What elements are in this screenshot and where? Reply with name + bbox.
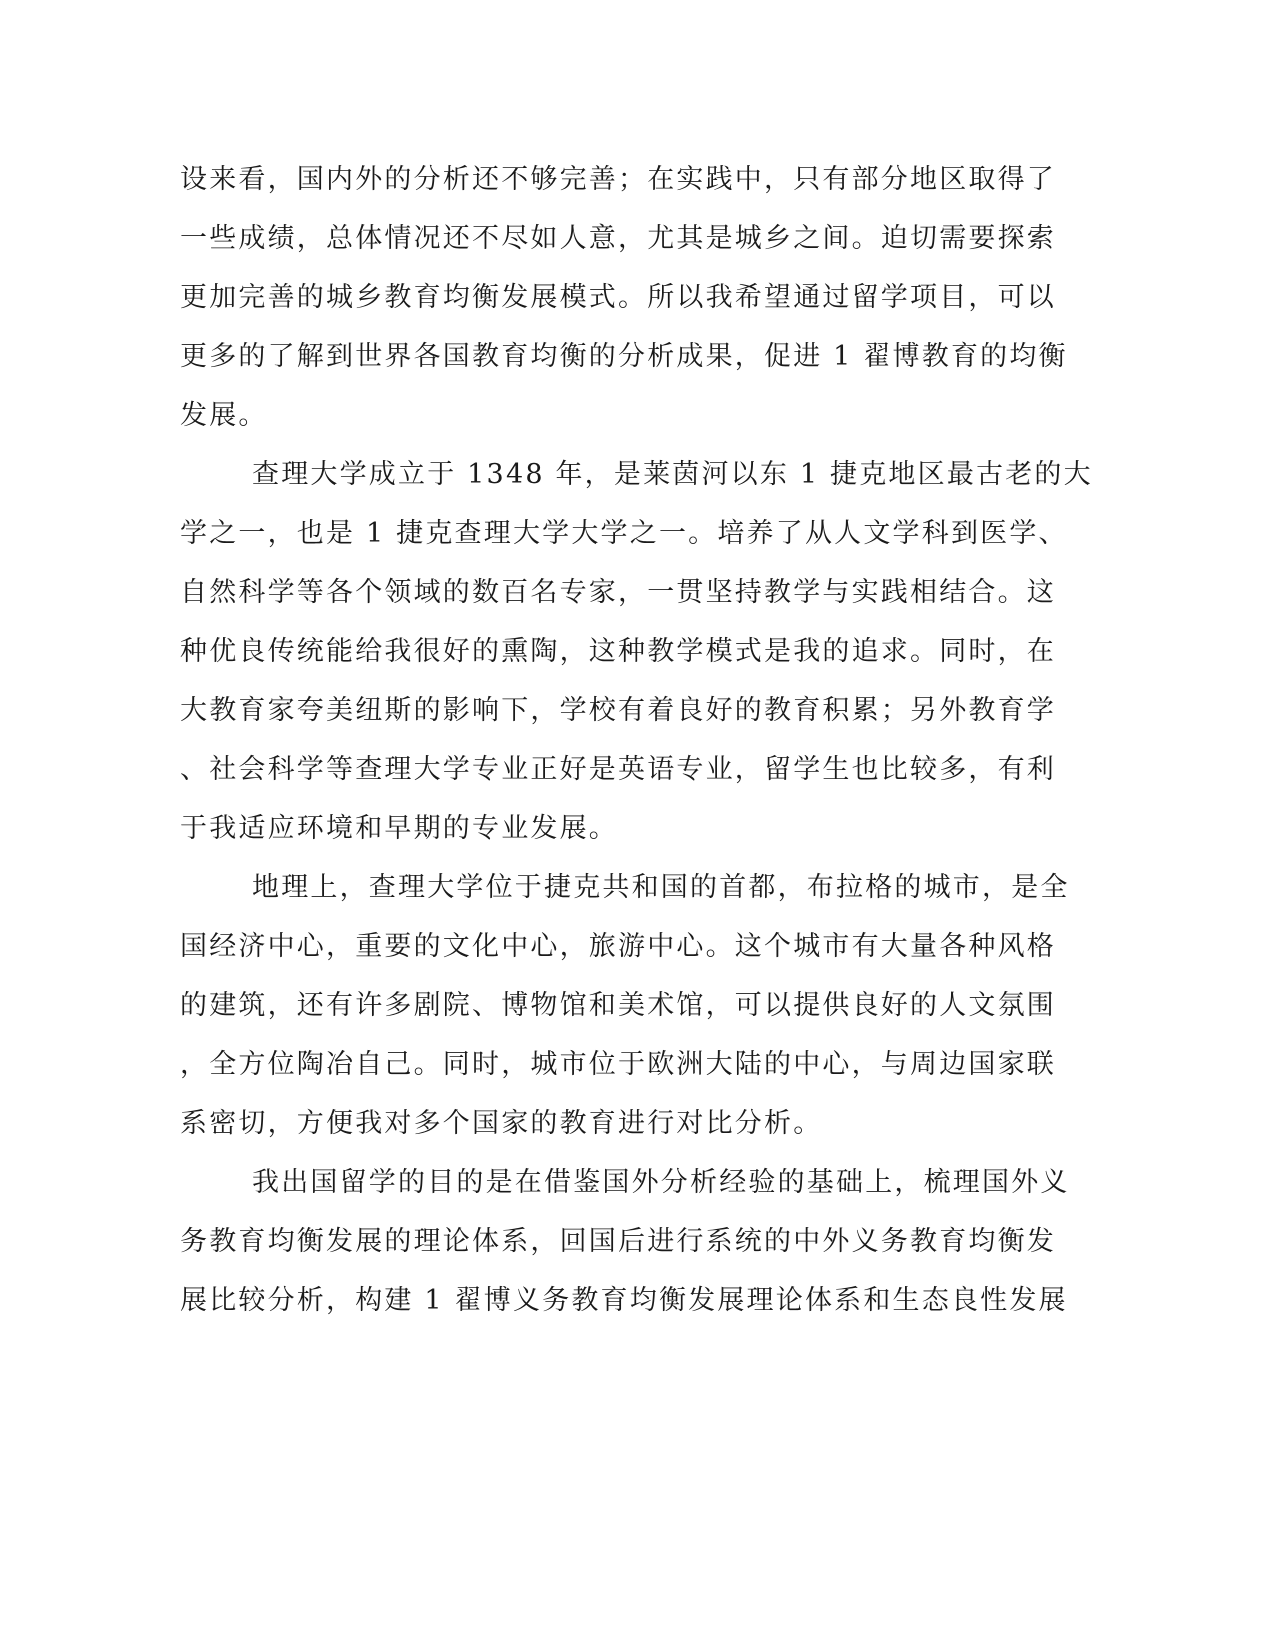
text-line: 的建筑，还有许多剧院、博物馆和美术馆，可以提供良好的人文氛围 <box>180 990 1056 1021</box>
text-line: 展比较分析，构建 1 翟博义务教育均衡发展理论体系和生态良性发展 <box>180 1285 1068 1316</box>
text-line: 大教育家夸美纽斯的影响下，学校有着良好的教育积累；另外教育学 <box>180 695 1056 726</box>
paragraph-start-line: 我出国留学的目的是在借鉴国外分析经验的基础上，梳理国外义 <box>252 1167 1070 1198</box>
text-line: 种优良传统能给我很好的熏陶，这种教学模式是我的追求。同时，在 <box>180 636 1056 667</box>
text-line: ，全方位陶冶自己。同时，城市位于欧洲大陆的中心，与周边国家联 <box>180 1049 1056 1080</box>
text-line: 自然科学等各个领域的数百名专家，一贯坚持教学与实践相结合。这 <box>180 577 1056 608</box>
paragraph-start-line: 地理上，查理大学位于捷克共和国的首都，布拉格的城市，是全 <box>252 872 1070 903</box>
text-line: 、社会科学等查理大学专业正好是英语专业，留学生也比较多，有利 <box>180 754 1056 785</box>
text-line: 更加完善的城乡教育均衡发展模式。所以我希望通过留学项目，可以 <box>180 282 1056 313</box>
text-line: 设来看，国内外的分析还不够完善；在实践中，只有部分地区取得了 <box>180 164 1056 195</box>
text-line: 一些成绩，总体情况还不尽如人意，尤其是城乡之间。迫切需要探索 <box>180 223 1056 254</box>
text-line: 务教育均衡发展的理论体系，回国后进行系统的中外义务教育均衡发 <box>180 1226 1056 1257</box>
body-text <box>180 150 1093 1330</box>
text-line: 学之一，也是 1 捷克查理大学大学之一。培养了从人文学科到医学、 <box>180 518 1068 549</box>
text-line: 更多的了解到世界各国教育均衡的分析成果，促进 1 翟博教育的均衡 <box>180 341 1068 372</box>
text-line: 系密切，方便我对多个国家的教育进行对比分析。 <box>180 1108 823 1139</box>
text-line: 于我适应环境和早期的专业发展。 <box>180 813 618 844</box>
paragraph-start-line: 查理大学成立于 1348 年，是莱茵河以东 1 捷克地区最古老的大 <box>252 459 1093 490</box>
text-line: 国经济中心，重要的文化中心，旅游中心。这个城市有大量各种风格 <box>180 931 1056 962</box>
text-line: 发展。 <box>180 400 268 431</box>
